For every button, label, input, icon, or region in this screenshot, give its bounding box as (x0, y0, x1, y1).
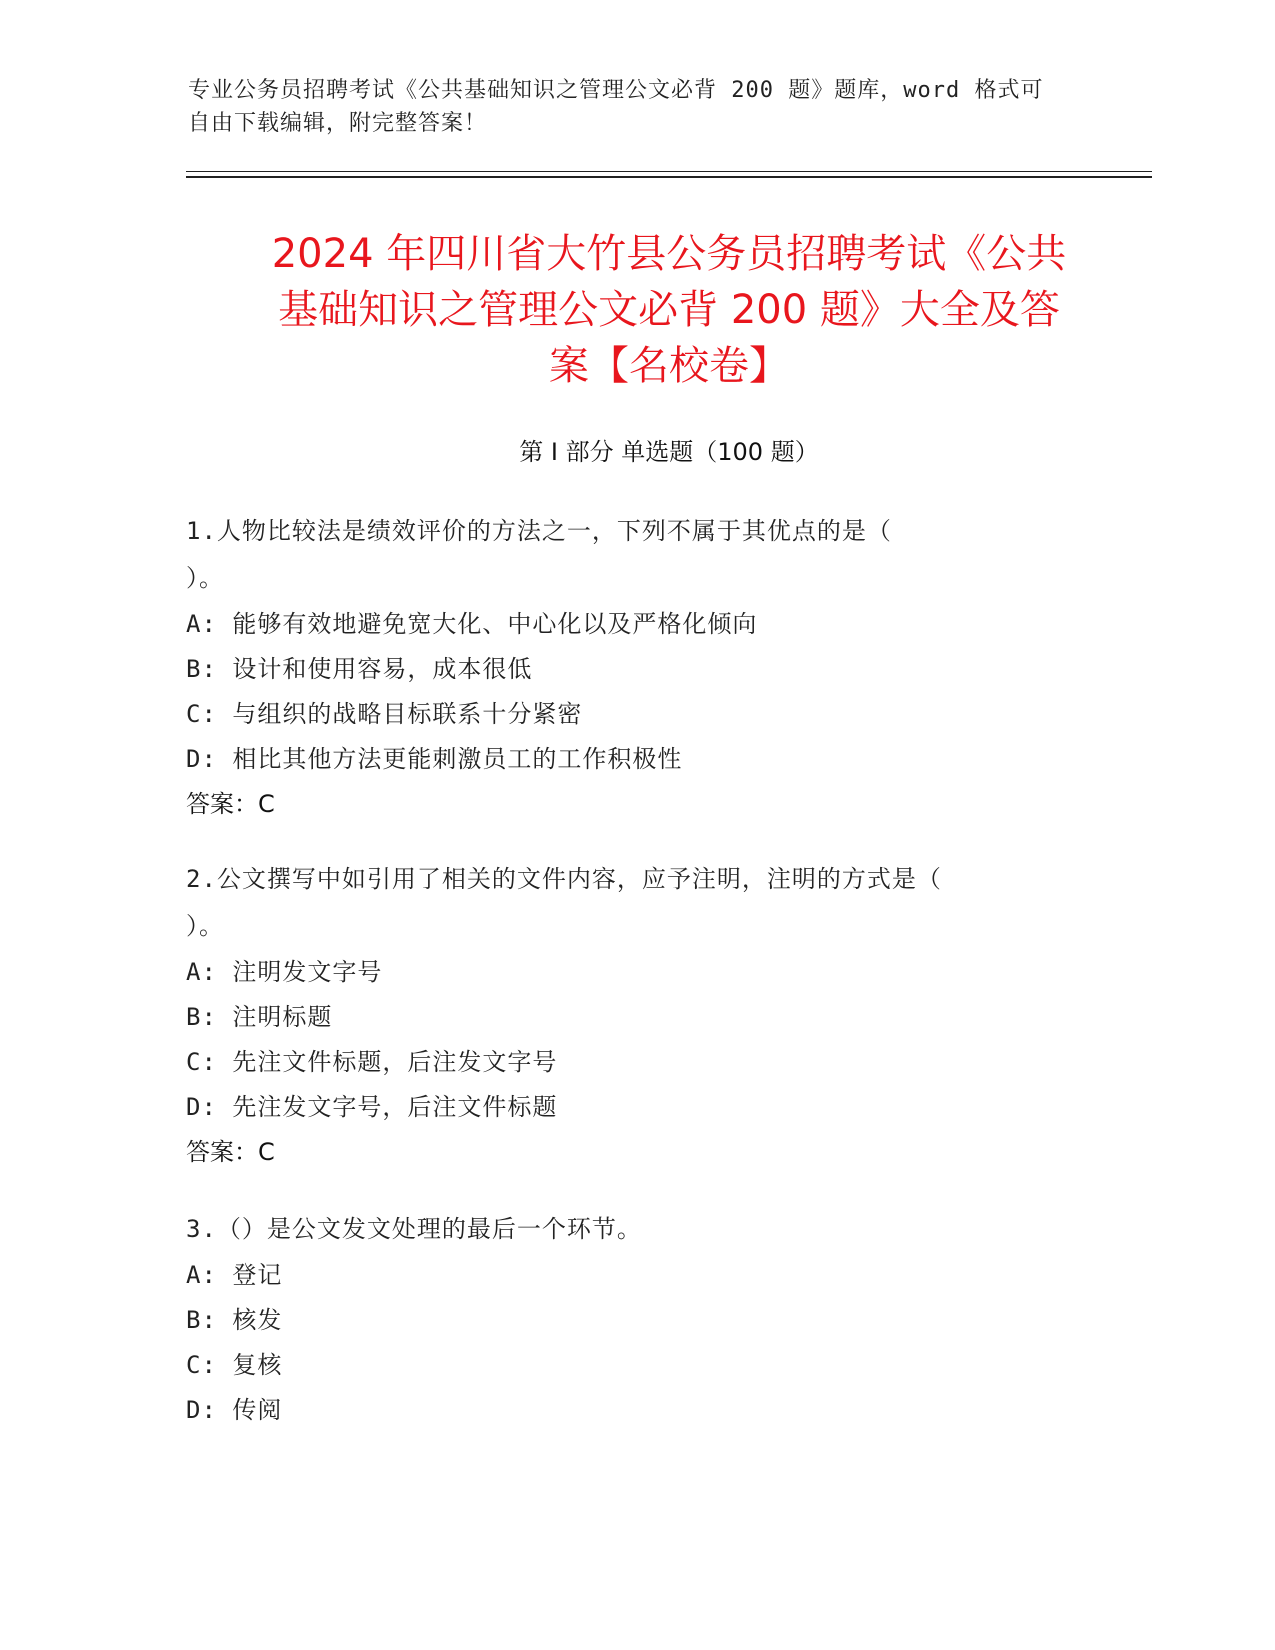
question-stem: 1.人物比较法是绩效评价的方法之一，下列不属于其优点的是（ (186, 517, 892, 545)
option-d: D: 传阅 (186, 1396, 283, 1424)
header-note (188, 74, 1068, 140)
title-line-1: 2024 年四川省大竹县公务员招聘考试《公共 (271, 231, 1067, 277)
header-note-line-1: 专业公务员招聘考试《公共基础知识之管理公文必背 200 题》题库，word 格式可 (188, 78, 1044, 103)
header-divider-thin (186, 171, 1152, 172)
option-b: B: 设计和使用容易，成本很低 (186, 655, 533, 683)
title-line-2: 基础知识之管理公文必背 200 题》大全及答 (278, 287, 1060, 333)
question-1 (186, 508, 1066, 827)
question-3 (186, 1206, 1066, 1433)
option-b: B: 注明标题 (186, 1003, 333, 1031)
option-d: D: 先注发文字号，后注文件标题 (186, 1093, 558, 1121)
header-divider-thick (186, 176, 1152, 178)
question-stem-continued: ）。 (186, 564, 224, 592)
option-c: C: 与组织的战略目标联系十分紧密 (186, 700, 583, 728)
option-c: C: 先注文件标题，后注发文字号 (186, 1048, 558, 1076)
option-a: A: 注明发文字号 (186, 958, 383, 986)
option-b: B: 核发 (186, 1306, 283, 1334)
question-stem: 3.（）是公文发文处理的最后一个环节。 (186, 1215, 642, 1243)
option-d: D: 相比其他方法更能刺激员工的工作积极性 (186, 745, 683, 773)
answer: 答案：C (186, 790, 275, 818)
question-2 (186, 856, 1066, 1175)
option-a: A: 登记 (186, 1261, 283, 1289)
title-line-3: 案【名校卷】 (549, 343, 789, 389)
section-heading: 第 I 部分 单选题（100 题） (519, 438, 819, 466)
question-stem-continued: ）。 (186, 912, 224, 940)
option-a: A: 能够有效地避免宽大化、中心化以及严格化倾向 (186, 610, 758, 638)
document-title (186, 226, 1152, 394)
option-c: C: 复核 (186, 1351, 283, 1379)
answer: 答案：C (186, 1138, 275, 1166)
question-stem: 2.公文撰写中如引用了相关的文件内容，应予注明，注明的方式是（ (186, 865, 942, 893)
header-note-line-2: 自由下载编辑，附完整答案！ (188, 111, 488, 136)
